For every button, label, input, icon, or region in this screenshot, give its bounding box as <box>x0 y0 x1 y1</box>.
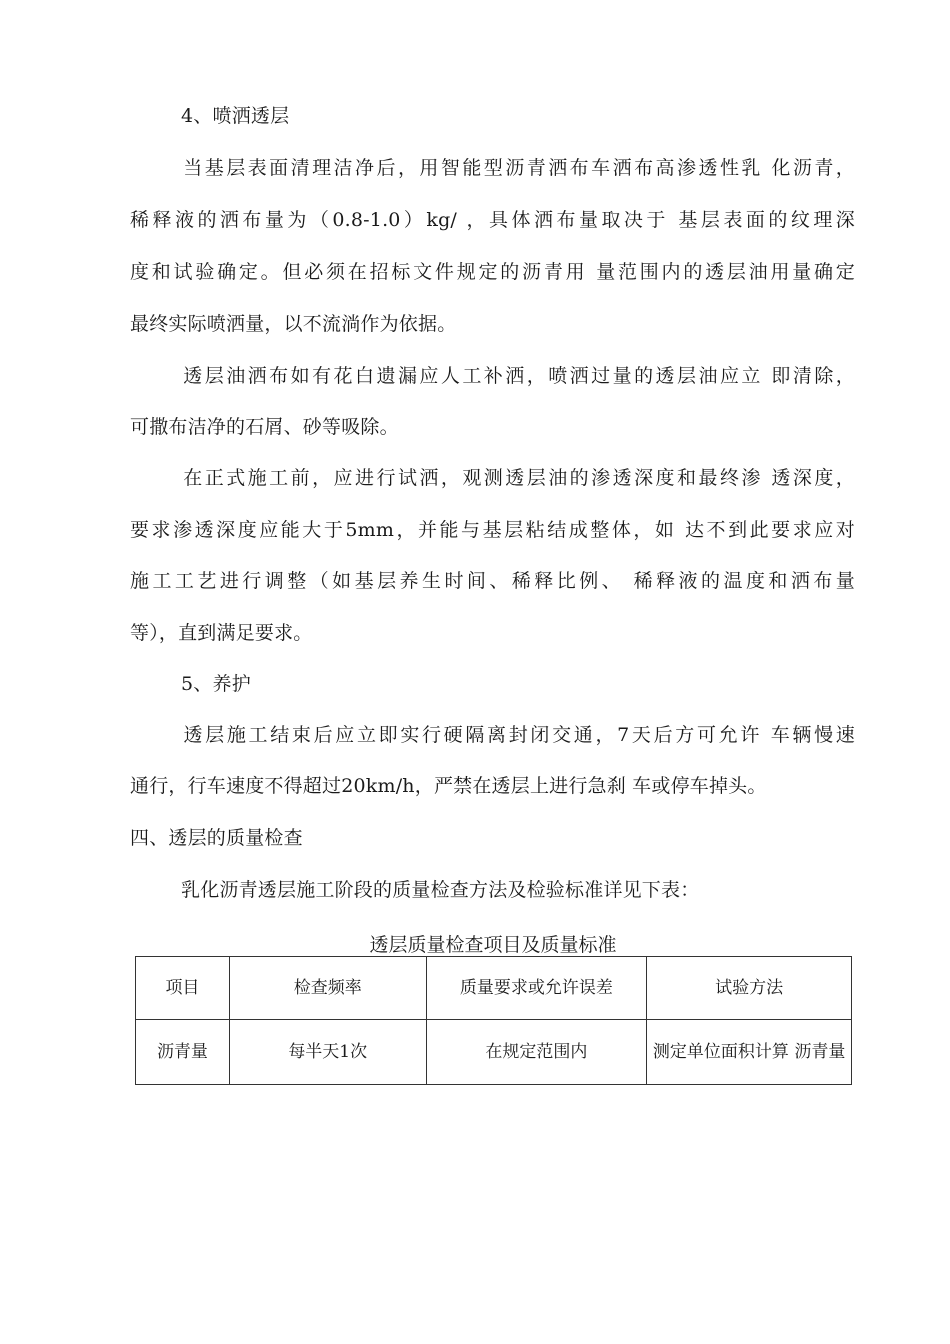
table-cell: 在规定范围内 <box>426 1020 647 1085</box>
table-caption: 透层质量检查项目及质量标准 <box>369 934 617 956</box>
table-cell: 沥青量 <box>136 1020 230 1085</box>
paragraph-line: 可撒布洁净的石屑、砂等吸除。 <box>130 416 399 438</box>
paragraph-line: 最终实际喷洒量，以不流淌作为依据。 <box>130 313 457 335</box>
paragraph-line: 透层施工结束后应立即实行硬隔离封闭交通，7天后方可允许 车辆慢速 <box>181 724 855 746</box>
header-cell: 检查频率 <box>229 957 426 1020</box>
header-cell: 质量要求或允许误差 <box>426 957 647 1020</box>
paragraph-line: 当基层表面清理洁净后，用智能型沥青洒布车洒布高渗透性乳 化沥青， <box>181 157 855 179</box>
paragraph-line: 通行，行车速度不得超过20km/h，严禁在透层上进行急刹 车或停车掉头。 <box>130 775 767 797</box>
paragraph-line: 在正式施工前，应进行试洒，观测透层油的渗透深度和最终渗 透深度， <box>181 467 855 489</box>
table-header-row <box>136 957 852 1020</box>
paragraph-line: 等），直到满足要求。 <box>130 622 313 644</box>
paragraph-line: 度和试验确定。但必须在招标文件规定的沥青用 量范围内的透层油用量确定 <box>130 261 855 283</box>
paragraph-line: 施工工艺进行调整（如基层养生时间、稀释比例、 稀释液的温度和洒布量 <box>130 570 855 592</box>
table-row <box>136 1020 852 1085</box>
paragraph-line: 乳化沥青透层施工阶段的质量检查方法及检验标准详见下表： <box>181 879 700 901</box>
paragraph-line: 稀释液的洒布量为（0.8-1.0）kg/ ，具体洒布量取决于 基层表面的纹理深 <box>130 209 855 231</box>
header-cell: 项目 <box>136 957 230 1020</box>
table-cell: 每半天1次 <box>229 1020 426 1085</box>
section-heading-four: 四、透层的质量检查 <box>130 827 303 849</box>
section-heading-4: 4、喷洒透层 <box>181 105 290 127</box>
header-cell: 试验方法 <box>647 957 852 1020</box>
table-cell: 测定单位面积计算 沥青量 <box>647 1020 852 1085</box>
quality-table <box>135 956 852 1085</box>
section-heading-5: 5、养护 <box>181 673 251 695</box>
paragraph-line: 透层油洒布如有花白遗漏应人工补洒，喷洒过量的透层油应立 即清除， <box>181 365 855 387</box>
paragraph-line: 要求渗透深度应能大于5mm，并能与基层粘结成整体，如 达不到此要求应对 <box>130 519 855 541</box>
